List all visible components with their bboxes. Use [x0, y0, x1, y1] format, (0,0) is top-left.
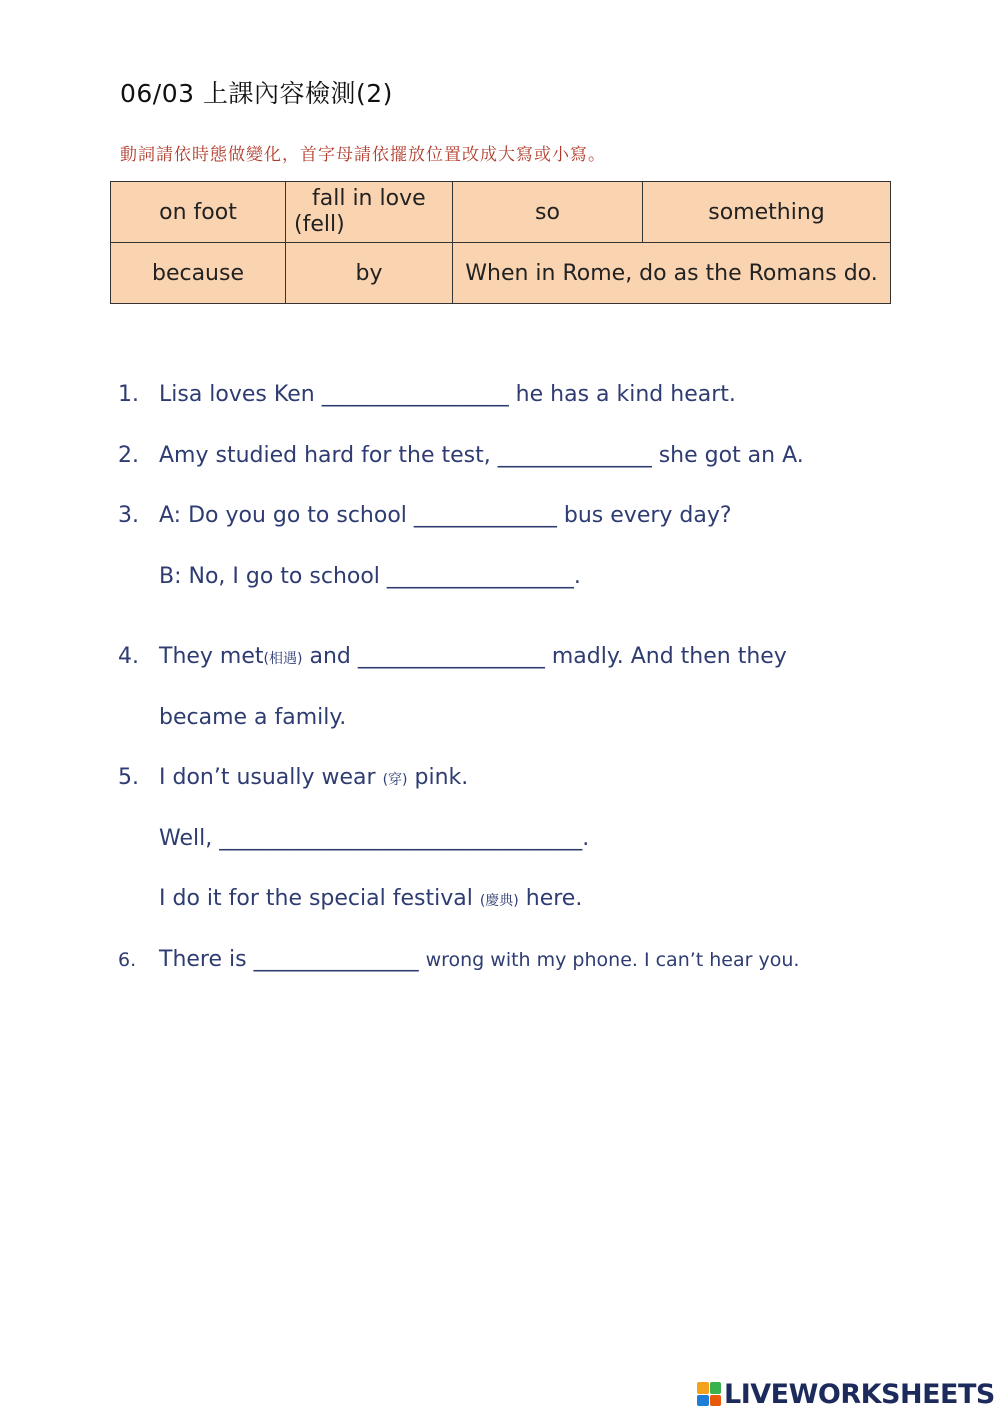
question-text: I don’t usually wear [159, 765, 383, 790]
question-text: and _________________ madly. And then they [302, 644, 787, 669]
chinese-gloss: (相遇) [263, 651, 303, 667]
question-text-small: wrong with my phone. I can’t hear you. [425, 949, 800, 971]
question-number: 4. [118, 644, 139, 669]
logo-square [710, 1382, 722, 1394]
word-bank-cell [286, 182, 453, 243]
logo-text: LIVEWORKSHEETS [724, 1378, 995, 1410]
word-bank-row [111, 243, 891, 304]
liveworksheets-logo [697, 1378, 995, 1410]
word-bank-cell: by [286, 243, 453, 304]
question-number: 2. [118, 443, 139, 468]
question-number: 3. [118, 503, 139, 528]
chinese-gloss: (慶典) [479, 893, 519, 909]
question-text: B: No, I go to school _________________. [159, 564, 581, 589]
chinese-gloss: (穿) [382, 772, 408, 788]
question-number: 6. [118, 949, 137, 971]
question-text: pink. [407, 765, 469, 790]
page-title: 06/03 上課內容檢測(2) [120, 79, 393, 108]
word-bank-cell: so [453, 182, 643, 243]
word-bank-past-form: (fell) [294, 212, 345, 237]
question-text: A: Do you go to school _____________ bus every day? [159, 503, 732, 528]
instruction-text: 動詞請依時態做變化，首字母請依擺放位置改成大寫或小寫。 [120, 145, 606, 165]
word-bank-row [111, 182, 891, 243]
question-number: 5. [118, 765, 139, 790]
logo-square [710, 1395, 722, 1407]
word-bank-table [110, 181, 891, 304]
question-3-part-b [118, 564, 581, 589]
word-bank-cell: something [643, 182, 891, 243]
logo-square [697, 1395, 709, 1407]
question-text: Well, _________________________________. [159, 826, 590, 851]
question-text: There is _______________ [159, 947, 426, 972]
question-1 [118, 382, 736, 407]
question-text: here. [518, 886, 583, 911]
word-bank-cell: When in Rome, do as the Romans do. [453, 243, 891, 304]
question-5-line-2 [118, 826, 589, 851]
question-text: Lisa loves Ken _________________ he has a kind heart. [159, 382, 736, 407]
question-text: They met [159, 644, 264, 669]
word-bank-cell: because [111, 243, 286, 304]
question-4 [118, 644, 787, 669]
question-4-continued [118, 705, 346, 730]
question-5-line-3 [118, 886, 582, 911]
question-5 [118, 765, 468, 790]
question-3 [118, 503, 732, 528]
question-text: Amy studied hard for the test, ______________ she got an A. [159, 443, 804, 468]
question-6 [118, 947, 799, 972]
question-text: I do it for the special festival [159, 886, 480, 911]
logo-icon [697, 1382, 721, 1406]
question-2 [118, 443, 804, 468]
word-bank-phrase: fall in love [312, 186, 426, 211]
question-number: 1. [118, 382, 139, 407]
logo-square [697, 1382, 709, 1394]
word-bank-cell: on foot [111, 182, 286, 243]
question-text: became a family. [159, 705, 347, 730]
